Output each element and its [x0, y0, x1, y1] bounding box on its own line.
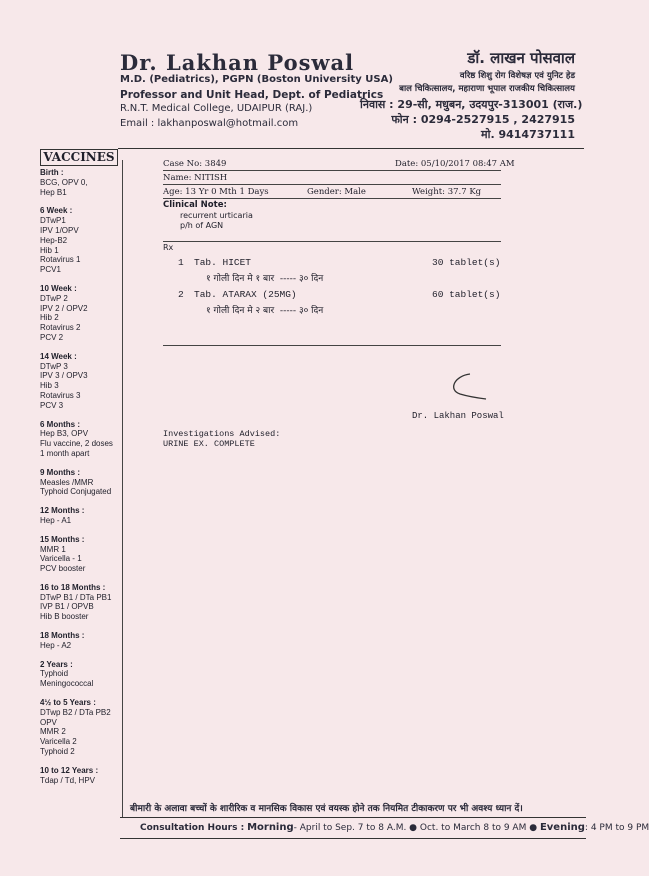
doctor-title: Professor and Unit Head, Dept. of Pediatrics [120, 89, 384, 101]
vaccine-group [40, 506, 122, 526]
doctor-name-hindi: डॉ. लाखन पोसवाल [467, 49, 575, 67]
vaccine-item: OPV [40, 717, 57, 727]
vaccine-item: Hib 3 [40, 381, 59, 391]
doctor-college: R.N.T. Medical College, UDAIPUR (RAJ.) [120, 103, 313, 114]
vaccine-item: MMR 1 [40, 544, 66, 554]
doctor-name: Dr. Lakhan Poswal [120, 50, 355, 75]
vaccine-group-title: 6 Months : [40, 419, 80, 429]
vaccine-group-title: 2 Years : [40, 659, 73, 669]
vaccine-item: Hep - A1 [40, 515, 72, 525]
investigations-value: URINE EX. COMPLETE [163, 439, 255, 449]
vaccine-item: Rotavirus 2 [40, 323, 81, 333]
medicine-2-quantity: 60 tablet(s) [432, 289, 501, 300]
consultation-hours [140, 822, 649, 833]
vaccine-item: Measles /MMR [40, 477, 94, 487]
vaccine-item: IPV 2 / OPV2 [40, 303, 88, 313]
vaccine-group [40, 168, 122, 197]
clinical-note-line-2: p/h of AGN [180, 221, 224, 230]
doctor-degrees: M.D. (Pediatrics), PGPN (Boston University USA) [120, 74, 393, 85]
medicine-1-dose: १ गोली दिन मे १ बार ----- ३० दिन [206, 274, 324, 284]
vaccine-group-title: 12 Months : [40, 506, 85, 516]
vaccine-item: Hep - A2 [40, 640, 72, 650]
vaccine-item: Typhoid [40, 669, 69, 679]
vaccine-group [40, 698, 122, 757]
vaccine-item: IPV 1/OPV [40, 225, 79, 235]
prescription-date: Date: 05/10/2017 08:47 AM [395, 159, 515, 169]
vaccine-item: Tdap / Td, HPV [40, 775, 95, 785]
vaccine-group-title: 10 to 12 Years : [40, 765, 99, 775]
doctor-email: Email : lakhanposwal@hotmail.com [120, 118, 299, 129]
vaccine-group [40, 660, 122, 689]
morning-label: Morning [247, 822, 294, 833]
vaccine-item: IPV 3 / OPV3 [40, 371, 88, 381]
vaccine-item: Varicella 2 [40, 737, 77, 747]
vaccine-item: PCV 3 [40, 400, 64, 410]
vaccine-item: DTwP1 [40, 216, 66, 226]
vaccine-item: Hib 1 [40, 245, 59, 255]
vaccine-item: Rotavirus 1 [40, 255, 81, 265]
vaccine-group-title: 16 to 18 Months : [40, 582, 106, 592]
vaccine-item: Hep-B2 [40, 235, 68, 245]
patient-name: Name: NITISH [163, 173, 228, 183]
hindi-mobile: मो. 9414737111 [481, 128, 575, 141]
hindi-designation: वरिष्ठ शिशु रोग विशेषज्ञ एवं युनिट हेड [459, 71, 575, 81]
vaccine-item: Flu vaccine, 2 doses [40, 439, 113, 449]
header-divider [118, 148, 584, 149]
clinical-note-line-1: recurrent urticaria [180, 211, 253, 220]
medicine-1-name: Tab. HICET [194, 257, 252, 268]
vaccine-group [40, 420, 122, 459]
footer-divider-bottom [120, 838, 586, 839]
vaccine-item: Varicella - 1 [40, 554, 82, 564]
vaccine-group-title: 4½ to 5 Years : [40, 698, 96, 708]
vaccine-group [40, 468, 122, 497]
vaccine-item: DTwp B2 / DTa PB2 [40, 707, 111, 717]
vaccine-item: Hep B3, OPV [40, 429, 89, 439]
signature-name: Dr. Lakhan Poswal [412, 411, 504, 421]
medicine-2-index: 2 [178, 289, 184, 300]
vaccine-group-title: Birth : [40, 168, 64, 177]
vaccine-group [40, 631, 122, 651]
line-2 [163, 184, 501, 185]
vaccine-item: 1 month apart [40, 448, 90, 458]
vaccine-group [40, 206, 122, 275]
hindi-phone: फोन : 0294-2527915 , 2427915 [391, 113, 575, 126]
medicine-2-name: Tab. ATARAX (25MG) [194, 289, 297, 300]
signature-mark [440, 368, 490, 404]
vaccine-group-title: 6 Week : [40, 206, 73, 216]
vaccines-heading: VACCINES [40, 149, 118, 166]
investigations-label: Investigations Advised: [163, 429, 281, 439]
vaccine-group-title: 14 Week : [40, 351, 77, 361]
clinical-note-label: Clinical Note: [163, 200, 227, 210]
case-number: Case No: 3849 [163, 159, 227, 169]
vaccine-item: BCG, OPV 0, [40, 177, 88, 187]
line-5 [163, 345, 501, 346]
vaccine-item: Typhoid 2 [40, 747, 75, 757]
medicine-1-quantity: 30 tablet(s) [432, 257, 501, 268]
footer-divider-top [120, 817, 586, 818]
vaccine-item: Meningococcal [40, 679, 94, 689]
vaccine-item: PCV 2 [40, 332, 64, 342]
patient-age: Age: 13 Yr 0 Mth 1 Days [163, 187, 269, 197]
hours-label: Consultation Hours : [140, 823, 245, 833]
patient-weight: Weight: 37.7 Kg [412, 187, 482, 197]
vaccine-schedule [40, 168, 122, 794]
vaccine-item: Rotavirus 3 [40, 390, 81, 400]
vaccine-item: DTwP B1 / DTa PB1 [40, 592, 112, 602]
rx-label: Rx [163, 243, 174, 252]
vaccine-item: DTwP 3 [40, 361, 68, 371]
vaccine-item: Hib 2 [40, 313, 59, 323]
vaccine-item: PCV booster [40, 564, 86, 574]
vaccine-group [40, 583, 122, 622]
line-4 [163, 241, 501, 242]
vaccine-group-title: 10 Week : [40, 283, 77, 293]
vaccine-item: Hep B1 [40, 187, 67, 197]
vaccine-group [40, 766, 122, 786]
vaccine-group [40, 535, 122, 574]
patient-gender: Gender: Male [307, 187, 366, 197]
vaccine-item: MMR 2 [40, 727, 66, 737]
vaccine-item: PCV1 [40, 265, 61, 275]
medicine-1-index: 1 [178, 257, 184, 268]
vaccine-group-title: 15 Months : [40, 534, 85, 544]
vaccine-group-title: 9 Months : [40, 467, 80, 477]
evening-hours: : 4 PM to 9 PM [584, 823, 649, 833]
line-1 [163, 170, 501, 171]
vaccine-item: Hib B booster [40, 612, 89, 622]
medicine-2-dose: १ गोली दिन मे २ बार ----- ३० दिन [206, 306, 324, 316]
vaccine-item: Typhoid Conjugated [40, 487, 112, 497]
footer-vaccination-note: बीमारी के अलावा बच्चों के शारीरिक व मानसिक विकास एवं वयस्क होने तक नियमित टीकाकरण पर भी अवश्य ध्यान दें। [130, 804, 523, 814]
hindi-address: निवास : 29-सी, मधुबन, उदयपुर-313001 (राज.) [360, 98, 583, 111]
vaccine-group-title: 18 Months : [40, 631, 85, 641]
vaccine-item: DTwP 2 [40, 293, 68, 303]
vaccine-group [40, 352, 122, 411]
vaccine-group [40, 284, 122, 343]
vaccine-item: IVP B1 / OPVB [40, 602, 94, 612]
hindi-hospital: बाल चिकित्सालय, महाराणा भूपाल राजकीय चिकित्सालय [399, 84, 575, 94]
line-3 [163, 198, 501, 199]
sidebar-divider [122, 160, 123, 818]
evening-label: Evening [539, 822, 585, 833]
morning-hours: - April to Sep. 7 to 8 A.M. ● Oct. to March 8 to 9 AM ● [293, 823, 538, 833]
